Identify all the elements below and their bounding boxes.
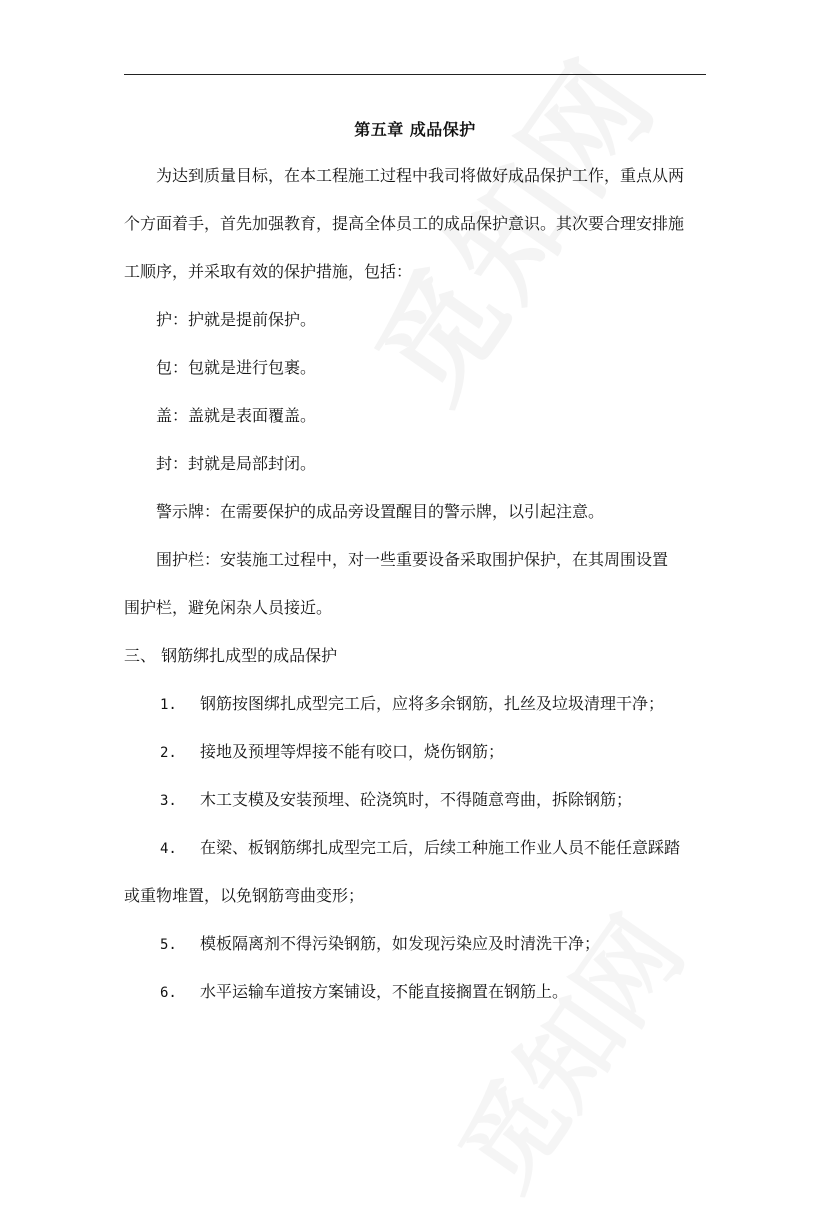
header-rule xyxy=(124,74,706,75)
measure-wrap: 包：包就是进行包裹。 xyxy=(156,358,317,377)
list-item-number: 1. xyxy=(160,697,177,713)
list-item-number: 3. xyxy=(160,793,177,809)
list-item-text: 木工支模及安装预埋、砼浇筑时，不得随意弯曲，拆除钢筋； xyxy=(200,790,633,809)
list-item-text: 模板隔离剂不得污染钢筋，如发现污染应及时清洗干净； xyxy=(200,934,601,953)
intro-line-1: 为达到质量目标，在本工程施工过程中我司将做好成品保护工作，重点从两 xyxy=(156,166,685,185)
measure-warning-sign: 警示牌：在需要保护的成品旁设置醒目的警示牌，以引起注意。 xyxy=(156,502,605,521)
list-item-number: 6. xyxy=(160,985,177,1001)
fence-line-2: 围护栏，避免闲杂人员接近。 xyxy=(124,598,333,617)
list-item-number: 2. xyxy=(160,745,177,761)
list-item xyxy=(124,728,706,777)
list-item-text: 水平运输车道按方案铺设，不能直接搁置在钢筋上。 xyxy=(200,982,569,1001)
list-item-text: 接地及预埋等焊接不能有咬口，烧伤钢筋； xyxy=(200,742,505,761)
fence-line-1: 围护栏：安装施工过程中，对一些重要设备采取围护保护，在其周围设置 xyxy=(156,550,669,569)
list-item xyxy=(124,680,706,729)
list-item-continuation: 或重物堆置，以免钢筋弯曲变形； xyxy=(124,886,365,905)
list-item xyxy=(124,776,706,825)
intro-line-2: 个方面着手，首先加强教育，提高全体员工的成品保护意识。其次要合理安排施 xyxy=(124,214,685,233)
measure-protect: 护：护就是提前保护。 xyxy=(156,310,317,329)
list-item-text: 钢筋按图绑扎成型完工后，应将多余钢筋，扎丝及垃圾清理干净； xyxy=(200,694,665,713)
measure-seal: 封：封就是局部封闭。 xyxy=(156,454,317,473)
list-item-text: 在梁、板钢筋绑扎成型完工后，后续工种施工作业人员不能任意踩踏 xyxy=(200,838,681,857)
chapter-title: 第五章 成品保护 xyxy=(354,120,476,139)
list-item xyxy=(124,968,706,1017)
list-item xyxy=(124,824,706,873)
list-item xyxy=(124,920,706,969)
intro-line-3: 工顺序，并采取有效的保护措施，包括： xyxy=(124,262,413,281)
list-item-number: 5. xyxy=(160,937,177,953)
section-heading: 三、 钢筋绑扎成型的成品保护 xyxy=(124,646,338,665)
measure-cover: 盖：盖就是表面覆盖。 xyxy=(156,406,317,425)
list-item-number: 4. xyxy=(160,841,177,857)
